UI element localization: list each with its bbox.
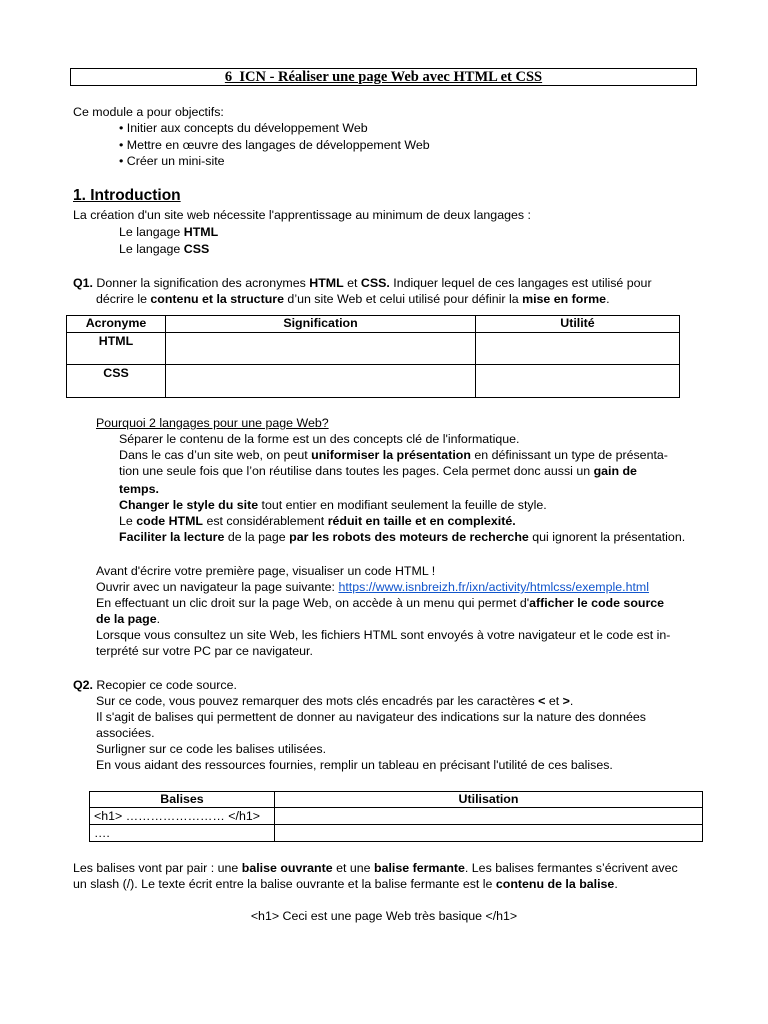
before-line: Lorsque vous consultez un site Web, les fichiers HTML sont envoyés à votre navigateur et le code est in- <box>96 628 671 642</box>
document-title: 6_ICN - Réaliser une page Web avec HTML et CSS <box>70 68 697 86</box>
objective-item: • Initier aux concepts du développement Web <box>119 121 368 135</box>
section-intro-text: La création d'un site web nécessite l'apprentissage au minimum de deux langages : <box>73 208 531 222</box>
q2-line: Surligner sur ce code les balises utilisées. <box>96 742 327 756</box>
objectives-intro: Ce module a pour objectifs: <box>73 105 224 119</box>
table-cell-utilite[interactable] <box>476 365 680 398</box>
example-page-link[interactable]: https://www.isnbreizh.fr/ixn/activity/htmlcss/exemple.html <box>338 580 649 594</box>
table-header: Acronyme <box>67 316 166 333</box>
table-cell-utilisation[interactable] <box>275 825 703 842</box>
language-css-line: Le langage CSS <box>119 242 210 256</box>
pairs-line: Les balises vont par pair : une balise ouvrante et une balise fermante. Les balises fermantes s’écrivent avec <box>73 861 678 875</box>
q2-line: Sur ce code, vous pouvez remarquer des mots clés encadrés par les caractères < et >. <box>96 694 574 708</box>
question-q1-continued: décrire le contenu et la structure d’un site Web et celui utilisé pour définir la mise en forme. <box>96 292 610 306</box>
table-cell-utilite[interactable] <box>476 333 680 365</box>
language-html-line: Le langage HTML <box>119 225 219 239</box>
before-line: terprété sur votre PC par ce navigateur. <box>96 644 313 658</box>
table-cell-balise: …. <box>90 825 275 842</box>
table-cell-acronym: HTML <box>67 333 166 365</box>
objective-item: • Mettre en œuvre des langages de développement Web <box>119 138 430 152</box>
why-line: Changer le style du site tout entier en modifiant seulement la feuille de style. <box>119 498 547 512</box>
why-line: Le code HTML est considérablement réduit en taille et en complexité. <box>119 514 516 528</box>
why-line: tion une seule fois que l’on réutilise dans toutes les pages. Cela permet donc aussi un gain de <box>119 464 637 478</box>
table-header: Balises <box>90 792 275 808</box>
table-cell-acronym: CSS <box>67 365 166 398</box>
before-line: de la page. <box>96 612 161 626</box>
before-line: En effectuant un clic droit sur la page Web, on accède à un menu qui permet d'afficher le code source <box>96 596 665 610</box>
table-cell-signification[interactable] <box>166 365 476 398</box>
pairs-line: un slash (/). Le texte écrit entre la balise ouvrante et la balise fermante est le contenu de la balise. <box>73 877 618 891</box>
objective-item: • Créer un mini-site <box>119 154 225 168</box>
table-header: Signification <box>166 316 476 333</box>
question-q2: Q2. Recopier ce code source. <box>73 678 237 692</box>
before-line: Ouvrir avec un navigateur la page suivante: https://www.isnbreizh.fr/ixn/activity/htmlcss/exemple.html <box>96 580 649 594</box>
why-line: Dans le cas d’un site web, on peut uniformiser la présentation en définissant un type de présenta- <box>119 448 668 462</box>
section-heading-introduction: 1. Introduction <box>73 187 181 204</box>
q2-line: En vous aidant des ressources fournies, remplir un tableau en précisant l'utilité de ces balises. <box>96 758 613 772</box>
question-q1: Q1. Donner la signification des acronymes HTML et CSS. Indiquer lequel de ces langages est utilisé pour <box>73 276 652 290</box>
why-heading: Pourquoi 2 langages pour une page Web? <box>96 416 329 430</box>
why-line: Séparer le contenu de la forme est un des concepts clé de l'informatique. <box>119 432 520 446</box>
q2-line: associées. <box>96 726 155 740</box>
table-header: Utilisation <box>275 792 703 808</box>
table-header: Utilité <box>476 316 680 333</box>
example-code-line: <h1> Ceci est une page Web très basique </h1> <box>250 909 518 923</box>
balises-table <box>89 791 703 842</box>
table-cell-utilisation[interactable] <box>275 808 703 825</box>
table-cell-balise: <h1> …………………… </h1> <box>90 808 275 825</box>
before-line: Avant d'écrire votre première page, visualiser un code HTML ! <box>96 564 436 578</box>
why-line: temps. <box>119 482 159 496</box>
why-line: Faciliter la lecture de la page par les robots des moteurs de recherche qui ignorent la présentation. <box>119 530 686 544</box>
table-cell-signification[interactable] <box>166 333 476 365</box>
acronym-table <box>66 315 680 398</box>
q2-line: Il s'agit de balises qui permettent de donner au navigateur des indications sur la nature des données <box>96 710 646 724</box>
